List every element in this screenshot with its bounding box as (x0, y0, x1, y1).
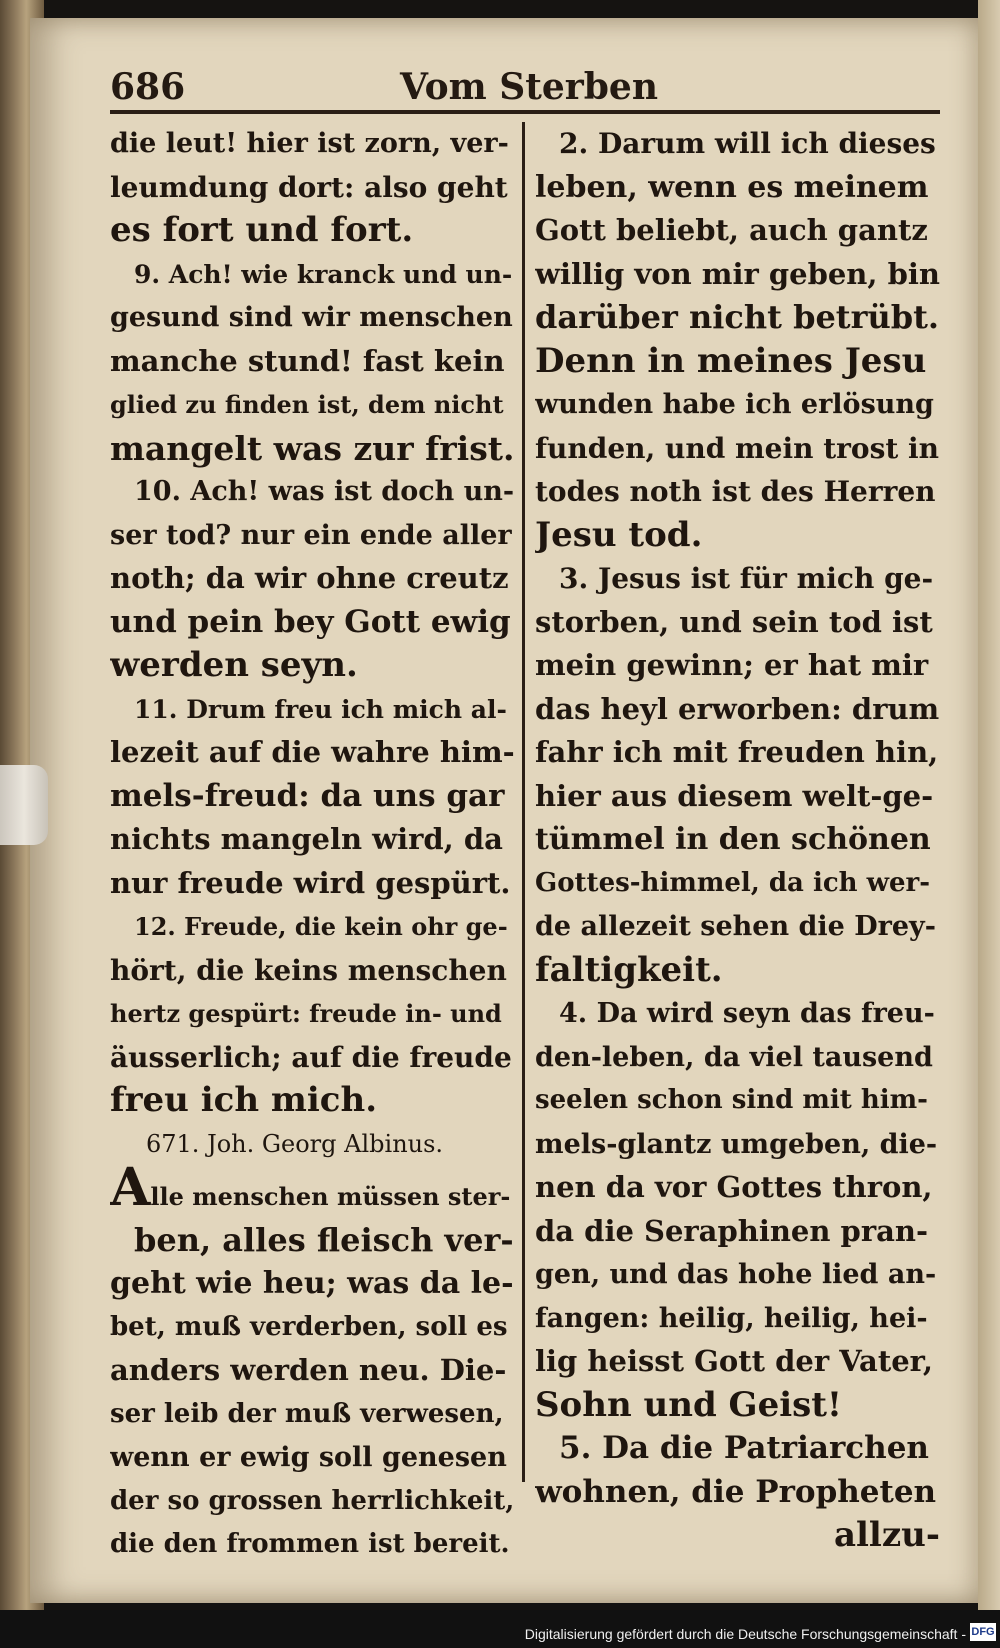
text-line: storben, und sein tod ist (535, 604, 933, 639)
text-line: 12. Freude, die kein ohr ge- (134, 912, 508, 941)
text-line: werden seyn. (110, 645, 358, 685)
digitization-credit: Digitalisierung gefördert durch die Deutsche Forschungsgemeinschaft - (524, 1626, 966, 1642)
text-line: de allezeit sehen die Drey- (535, 911, 936, 942)
text-line: hört, die keins menschen (110, 953, 507, 987)
text-line: leben, wenn es meinem (535, 169, 929, 205)
text-line: faltigkeit. (535, 949, 723, 990)
text-line: noth; da wir ohne creutz (110, 561, 509, 595)
column-divider (522, 122, 525, 1482)
text-line: der so grossen herrlichkeit, (110, 1485, 515, 1516)
text-line: fangen: heilig, heilig, hei- (535, 1302, 928, 1334)
text-line: hier aus diesem welt-ge- (535, 778, 934, 813)
right-column (535, 122, 940, 1558)
text-line: Gottes-himmel, da ich wer- (535, 867, 931, 898)
text-line: geht wie heu; was da le- (110, 1266, 514, 1301)
text-line: manche stund! fast kein (110, 343, 505, 378)
text-line: hertz gespürt: freude in- und (110, 999, 502, 1028)
next-page-edge (978, 0, 1000, 1610)
text-line: die den frommen ist bereit. (110, 1529, 510, 1559)
text-line: nichts mangeln wird, da (110, 822, 503, 856)
text-line: es fort und fort. (110, 210, 414, 250)
page-number: 686 (110, 66, 186, 108)
text-line: wohnen, die Propheten (535, 1473, 937, 1510)
dfg-logo: DFG (970, 1623, 996, 1641)
text-line: die leut! hier ist zorn, ver- (110, 128, 509, 159)
text-line: glied zu finden ist, dem nicht (110, 390, 504, 419)
text-line: ben, alles fleisch ver- (134, 1220, 514, 1259)
text-line: todes noth ist des Herren (535, 475, 936, 508)
text-line: äusserlich; auf die freude (110, 1040, 512, 1074)
text-line: mangelt was zur frist. (110, 428, 515, 468)
text-line: mels-glantz umgeben, die- (535, 1128, 938, 1160)
text-line: lezeit auf die wahre him- (110, 735, 515, 769)
text-line: mein gewinn; er hat mir (535, 648, 929, 682)
text-line: 4. Da wird seyn das freu- (559, 998, 935, 1029)
text-line: nur freude wird gespürt. (110, 865, 511, 900)
text-line: bet, muß verderben, soll es (110, 1311, 508, 1342)
text-line: das heyl erworben: drum (535, 691, 940, 726)
text-line: da die Seraphinen pran- (535, 1213, 929, 1248)
text-line: gen, und das hohe lied an- (535, 1259, 937, 1290)
page-header (110, 66, 940, 110)
text-line: Sohn und Geist! (535, 1384, 842, 1425)
text-line: seelen schon sind mit him- (535, 1085, 928, 1115)
left-column (110, 122, 515, 1567)
text-line: mels-freud: da uns gar (110, 777, 505, 814)
text-line: 5. Da die Patriarchen (559, 1430, 929, 1466)
text-line: leumdung dort: also geht (110, 170, 508, 204)
text-line: Jesu tod. (535, 514, 703, 555)
header-rule (110, 110, 940, 114)
hymn-first-line (110, 1166, 515, 1219)
text-line: wunden habe ich erlösung (535, 389, 934, 420)
running-title: Vom Sterben (400, 66, 659, 108)
text-line: lig heisst Gott der Vater, (535, 1344, 933, 1378)
drop-cap: A (110, 1166, 151, 1218)
text-line: tümmel in den schönen (535, 822, 931, 857)
page-clip (0, 765, 48, 845)
text-line: 2. Darum will ich dieses (559, 127, 936, 160)
text-line: ser tod? nur ein ende aller (110, 519, 512, 551)
text-line: ser leib der muß verwesen, (110, 1398, 504, 1429)
text-line: 9. Ach! wie kranck und un- (134, 259, 513, 289)
text-line: funden, und mein trost in (535, 431, 940, 465)
text-line: 11. Drum freu ich mich al- (134, 694, 507, 724)
text-line: Gott beliebt, auch gantz (535, 213, 928, 247)
text-line: den-leben, da viel tausend (535, 1041, 933, 1073)
text-line: 10. Ach! was ist doch un- (134, 476, 515, 507)
text-line: darüber nicht betrübt. (535, 298, 939, 336)
text-line: nen da vor Gottes thron, (535, 1170, 933, 1204)
text-line: freu ich mich. (110, 1080, 378, 1120)
text-line: fahr ich mit freuden hin, (535, 735, 939, 769)
text-line: gesund sind wir menschen (110, 302, 513, 333)
text-line: willig von mir geben, bin (535, 256, 940, 291)
text-line: wenn er ewig soll genesen (110, 1442, 507, 1473)
hymn-author: 671. Joh. Georg Albinus. (146, 1129, 444, 1158)
text-line: anders werden neu. Die- (110, 1353, 507, 1387)
text-line: Denn in meines Jesu (535, 340, 927, 381)
hymn-first-line-text: lle menschen müssen ster- (150, 1182, 511, 1211)
catchword: allzu- (833, 1515, 940, 1555)
text-line: 3. Jesus ist für mich ge- (559, 562, 934, 595)
text-line: und pein bey Gott ewig (110, 603, 511, 640)
